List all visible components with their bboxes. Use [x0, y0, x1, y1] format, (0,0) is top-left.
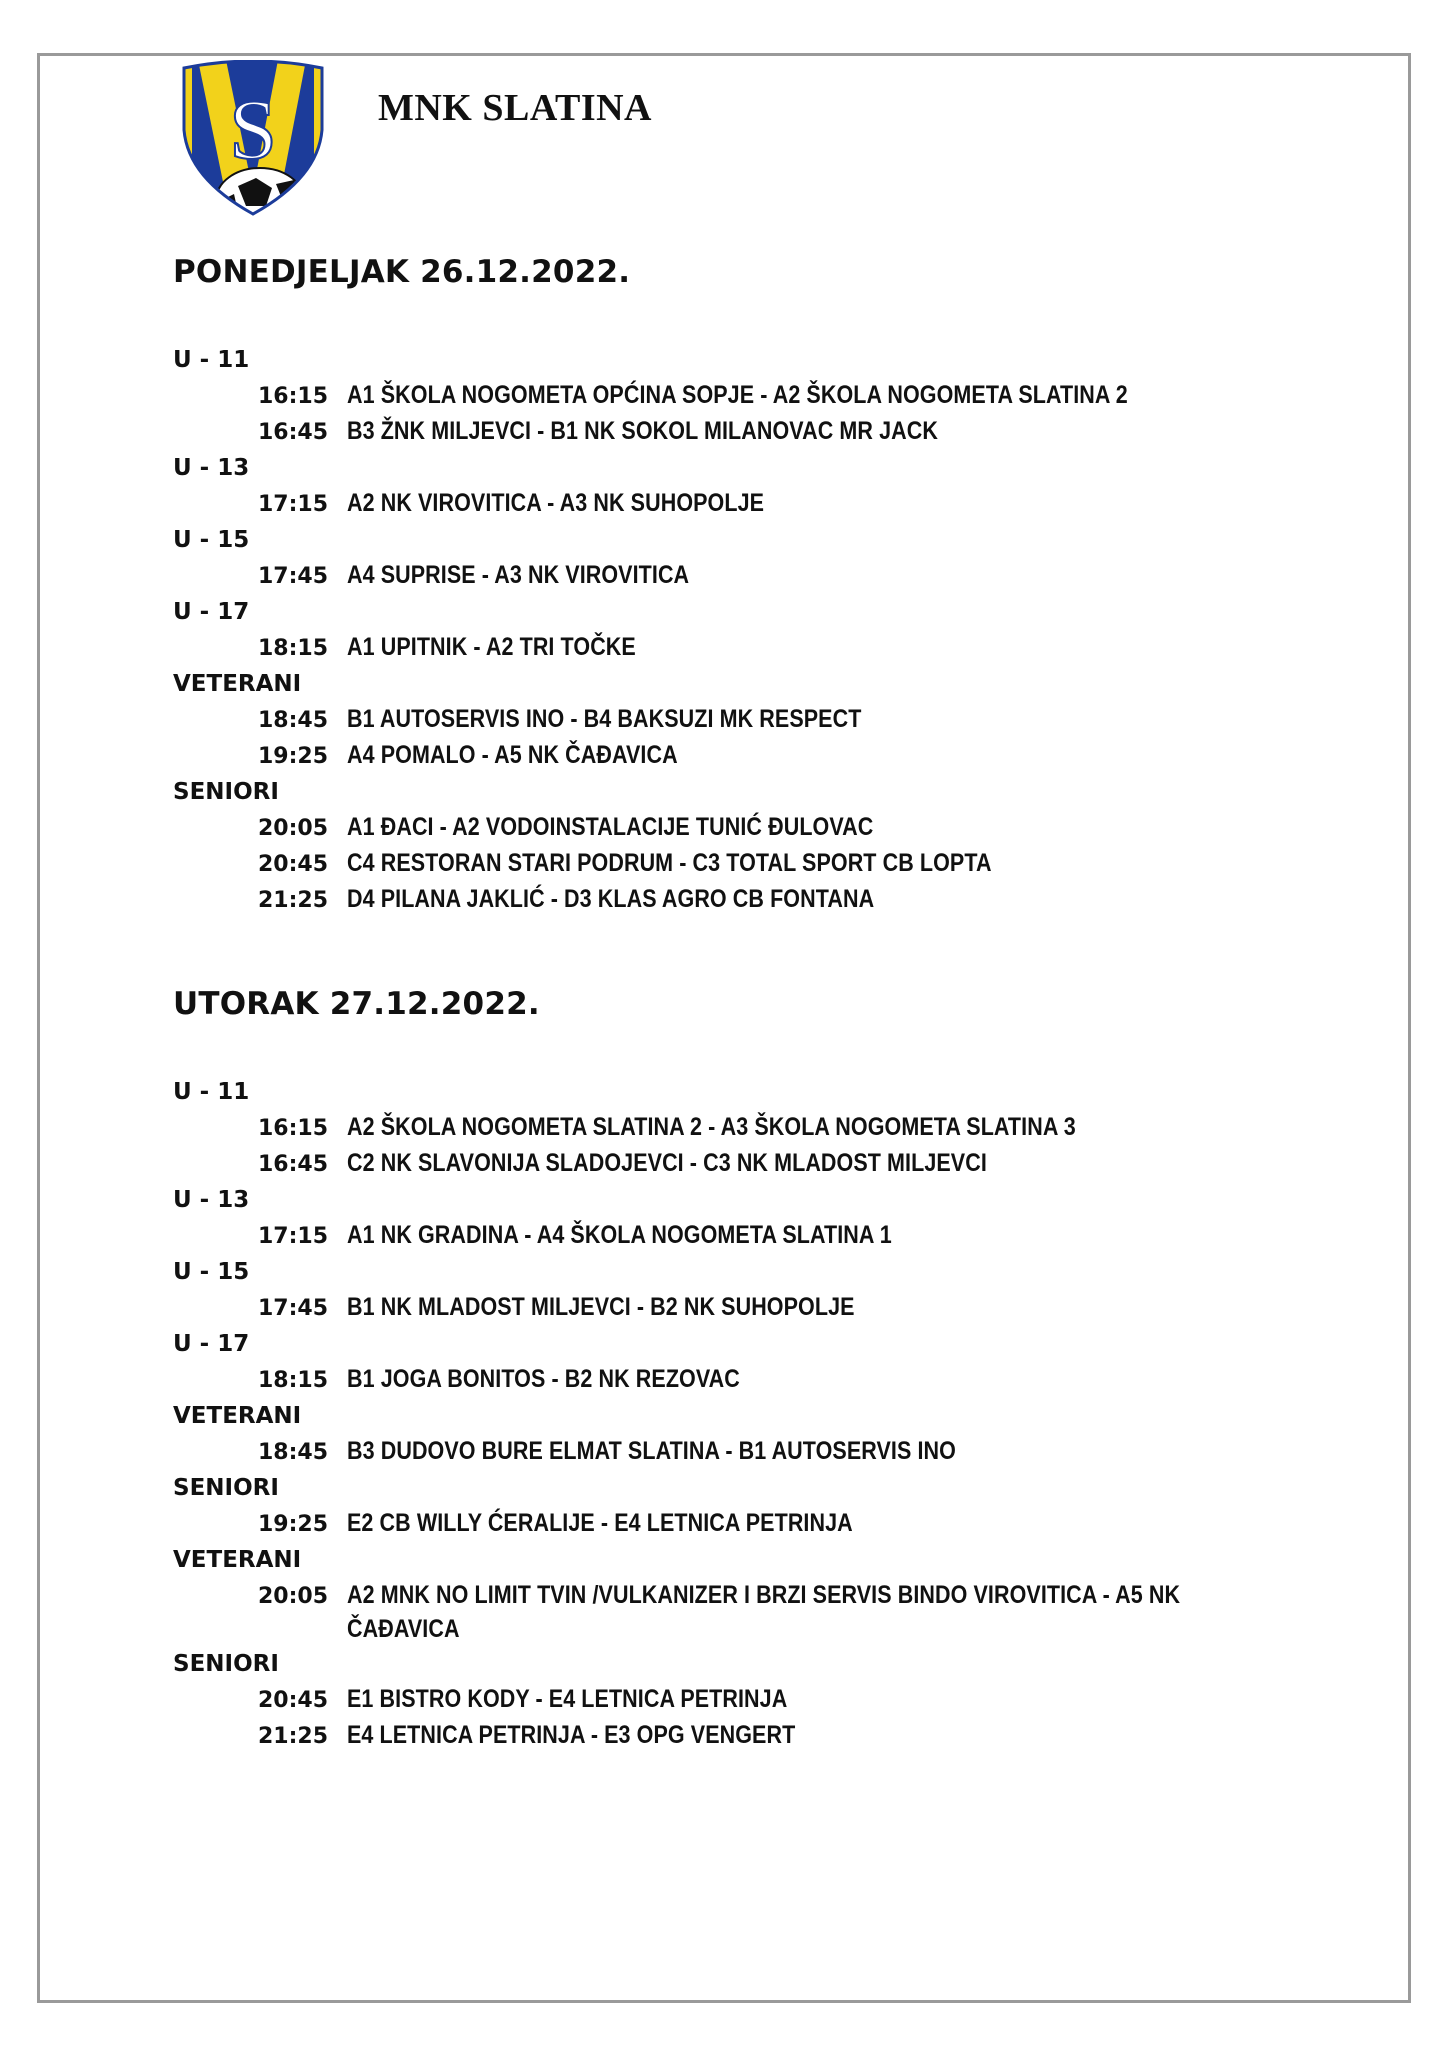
match-teams: C4 RESTORAN STARI PODRUM - C3 TOTAL SPORT CB LOPTA: [347, 849, 992, 877]
match-teams: A2 ŠKOLA NOGOMETA SLATINA 2 - A3 ŠKOLA NOGOMETA SLATINA 3: [347, 1113, 1076, 1141]
match-row: [173, 1718, 1343, 1754]
category-label: VETERANI: [173, 1403, 302, 1429]
match-teams: E1 BISTRO KODY - E4 LETNICA PETRINJA: [347, 1685, 788, 1713]
match-time: 17:45: [258, 1296, 329, 1321]
match-row: [173, 630, 1343, 666]
match-row: [173, 1434, 1343, 1470]
match-row: [173, 1146, 1343, 1182]
day-section: [173, 252, 1343, 918]
match-row: [173, 378, 1343, 414]
day-section: [173, 984, 1343, 1754]
match-time: 21:25: [258, 888, 329, 913]
match-teams: C2 NK SLAVONIJA SLADOJEVCI - C3 NK MLADOST MILJEVCI: [347, 1149, 987, 1177]
match-time: 18:15: [258, 636, 329, 661]
match-time: 17:15: [258, 1224, 329, 1249]
match-time: 20:45: [258, 1688, 329, 1713]
match-row: [173, 846, 1343, 882]
match-teams: D4 PILANA JAKLIĆ - D3 KLAS AGRO CB FONTANA: [347, 885, 875, 913]
match-time: 18:45: [258, 708, 329, 733]
match-time: 21:25: [258, 1724, 329, 1749]
match-row: [173, 486, 1343, 522]
match-row: [173, 810, 1343, 846]
match-row: [173, 1506, 1343, 1542]
match-time: 16:45: [258, 1152, 329, 1177]
club-crest-logo: [178, 60, 328, 216]
day-title: PONEDJELJAK 26.12.2022.: [173, 254, 631, 290]
match-time: 20:05: [258, 1584, 329, 1609]
crest-letter: S: [229, 81, 277, 177]
match-teams: A4 POMALO - A5 NK ČAĐAVICA: [347, 741, 678, 769]
category-label: SENIORI: [173, 1651, 279, 1677]
category-label: SENIORI: [173, 1475, 279, 1501]
match-row: [173, 702, 1343, 738]
match-teams: E4 LETNICA PETRINJA - E3 OPG VENGERT: [347, 1721, 796, 1749]
category-label: VETERANI: [173, 1547, 302, 1573]
match-teams: B1 AUTOSERVIS INO - B4 BAKSUZI MK RESPECT: [347, 705, 862, 733]
category-label: VETERANI: [173, 671, 302, 697]
match-time: 16:15: [258, 384, 329, 409]
category-label: U - 13: [173, 455, 250, 481]
match-schedule: [173, 252, 1343, 1820]
match-time: 16:15: [258, 1116, 329, 1141]
match-row: [173, 414, 1343, 450]
match-time: 19:25: [258, 1512, 329, 1537]
match-teams: B1 NK MLADOST MILJEVCI - B2 NK SUHOPOLJE: [347, 1293, 855, 1321]
match-time: 16:45: [258, 420, 329, 445]
match-time: 20:05: [258, 816, 329, 841]
match-teams: A1 ŠKOLA NOGOMETA OPĆINA SOPJE - A2 ŠKOLA NOGOMETA SLATINA 2: [347, 381, 1128, 409]
match-time: 20:45: [258, 852, 329, 877]
match-time: 18:45: [258, 1440, 329, 1465]
match-teams: B1 JOGA BONITOS - B2 NK REZOVAC: [347, 1365, 740, 1393]
category-label: U - 13: [173, 1187, 250, 1213]
match-teams: A4 SUPRISE - A3 NK VIROVITICA: [347, 561, 690, 589]
category-label: U - 17: [173, 599, 250, 625]
match-row: [173, 1218, 1343, 1254]
match-row: [173, 1290, 1343, 1326]
match-row: [173, 1362, 1343, 1398]
match-teams: A1 ĐACI - A2 VODOINSTALACIJE TUNIĆ ĐULOVAC: [347, 813, 874, 841]
match-time: 17:45: [258, 564, 329, 589]
match-teams: B3 DUDOVO BURE ELMAT SLATINA - B1 AUTOSERVIS INO: [347, 1437, 956, 1465]
match-teams: E2 CB WILLY ĆERALIJE - E4 LETNICA PETRINJA: [347, 1509, 853, 1537]
match-row: [173, 1682, 1343, 1718]
match-row: [173, 1578, 1343, 1646]
match-teams: A1 UPITNIK - A2 TRI TOČKE: [347, 633, 636, 661]
match-teams: A2 NK VIROVITICA - A3 NK SUHOPOLJE: [347, 489, 765, 517]
category-label: U - 11: [173, 347, 250, 373]
category-label: U - 17: [173, 1331, 250, 1357]
match-row: [173, 738, 1343, 774]
category-label: U - 15: [173, 1259, 250, 1285]
match-row: [173, 882, 1343, 918]
match-time: 18:15: [258, 1368, 329, 1393]
match-row: [173, 1110, 1343, 1146]
club-name-heading: MNK SLATINA: [378, 87, 652, 129]
category-label: SENIORI: [173, 779, 279, 805]
match-time: 19:25: [258, 744, 329, 769]
match-teams: A2 MNK NO LIMIT TVIN /VULKANIZER I BRZI SERVIS BINDO VIROVITICA - A5 NK ČAĐAVICA: [347, 1581, 1181, 1643]
match-time: 17:15: [258, 492, 329, 517]
category-label: U - 15: [173, 527, 250, 553]
match-teams: B3 ŽNK MILJEVCI - B1 NK SOKOL MILANOVAC MR JACK: [347, 417, 938, 445]
match-row: [173, 558, 1343, 594]
match-teams: A1 NK GRADINA - A4 ŠKOLA NOGOMETA SLATINA 1: [347, 1221, 892, 1249]
category-label: U - 11: [173, 1079, 250, 1105]
day-title: UTORAK 27.12.2022.: [173, 986, 540, 1022]
